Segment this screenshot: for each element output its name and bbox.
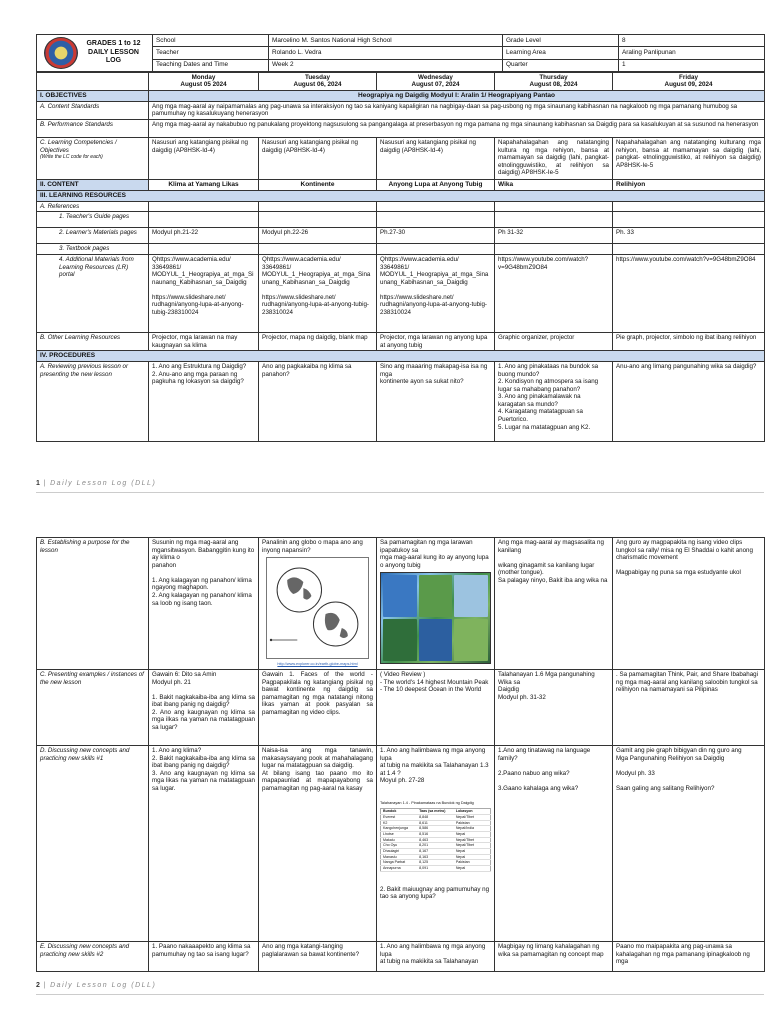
lesson-table-page2 [36, 537, 765, 972]
globe-source-link[interactable]: http://www.explorer.co.in/earth-globe-maps.html [277, 662, 358, 667]
lc-wednesday: Nasusuri ang katangiang pisikal ng daigdig (AP8HSK-Id-4) [377, 138, 495, 180]
table-row: Makalu 8,463 Nepal/Tibet [381, 837, 491, 843]
add-thursday[interactable]: https://www.youtube.com/watch?v=9G48bmZ9O84 [495, 255, 613, 333]
examples-wednesday: ( Video Review ) - The world's 14 highest Mountain Peak - The 10 deepest Ocean in the World [377, 670, 495, 746]
day-friday: Friday August 09, 2024 [613, 73, 765, 91]
lm-monday: Modyul ph.21-22 [149, 228, 259, 244]
table-row: Annapurna 8,091 Nepal [381, 866, 491, 872]
page-number-2: 2 [36, 982, 40, 989]
teacher-value: Rolando L. Vedra [269, 47, 503, 59]
discuss1-friday: Gamit ang pie graph bibigyan din ng guro ang Mga Pangunahing Relihiyon sa Daigdig Modyul ph. 33 Saan galing ang salitang Relihiyon? [613, 746, 765, 942]
review-thursday: 1. Ano ang pinakataas na bundok sa buong mundo? 2. Kondisyon ng atmospera sa isang lugar sa mahabang panahon? 3. Ano ang pinakamalawak na karagatan sa mundo? 4. Karagatang matatagpuan sa Puertorico. 5. Lugar na matatagpuan ang K2. [495, 362, 613, 442]
footer-rule-2 [36, 994, 764, 995]
other-resources-label: B. Other Learning Resources [37, 333, 149, 351]
day-thursday: Thursday August 08, 2024 [495, 73, 613, 91]
area-label: Learning Area [503, 47, 619, 59]
mountains-table-header: Bundok Taas (sa metro) Lokasyon [381, 809, 491, 815]
learning-resources-label: III. LEARNING RESOURCES [37, 190, 765, 201]
discuss2-wednesday: 1. Ano ang halimbawa ng mga anyong lupa at tubig na makikita sa Talahanayan [377, 942, 495, 972]
learning-competencies-label: C. Learning Competencies / Objectives (Write the LC code for each) [37, 138, 149, 180]
footer-page1: 1 | Daily Lesson Log (DLL) [36, 480, 157, 487]
purpose-friday: Ang guro ay magpapakita ng isang video clips tungkol sa rally/ misa ng El Shaddai o kahit anong charismatic movement Magpabigay ng puna sa mga estudyante ukol [613, 538, 765, 670]
performance-standards-label: B. Performance Standards [37, 120, 149, 138]
objectives-row [37, 91, 765, 102]
day-tuesday: Tuesday August 06, 2024 [259, 73, 377, 91]
school-value: Marcelino M. Santos National High School [269, 35, 503, 47]
lm-friday: Ph. 33 [613, 228, 765, 244]
grade-label: Grade Level [503, 35, 619, 47]
table-row: Dhaulagiri 8,167 Nepal [381, 849, 491, 855]
discuss1-thursday: 1.Ano ang tinatawag na language family? 2.Paano nabuo ang wika? 3.Gaano kahalaga ang wika? [495, 746, 613, 942]
discuss2-monday: 1. Paano nakaaapekto ang klima sa pamumuhay ng tao sa isang lugar? [149, 942, 259, 972]
discussing-2-label: E. Discussing new concepts and practicing new skills #2 [37, 942, 149, 972]
table-row: Lhotse 8,516 Nepal [381, 832, 491, 838]
footer-text-1: Daily Lesson Log (DLL) [50, 480, 157, 487]
page-number-1: 1 [36, 480, 40, 487]
presenting-examples-label: C. Presenting examples / instances of the new lesson [37, 670, 149, 746]
content-label: II. CONTENT [37, 180, 149, 191]
other-tuesday: Projector, mapa ng daigdig, blank map [259, 333, 377, 351]
discuss1-wednesday: 1. Ano ang halimbawa ng mga anyong lupa at tubig na makikita sa Talahanayan 1.3 at 1.4 ? Moyul ph. 27-28 Talahanayan 1.4 - Pinakamataas na Bundok ng Daigdig Bundok Taas (sa metro) Lokasyon Everest 8,848 Nepal/Tibet K2 8,611 Pakistan Kangchenjunga 8,586 Nepal/India Lhotse 8,516 Nepal Makalu 8,463 Nepal/Tibet Cho Oyu 8,201 Nepal/Tibet Dhaulagiri 8,167 Nepal Manaslu 8,163 Nepal Nanga Parbat 8,125 Pakistan Annapurna 8,091 Nepal 2. Bakit maiuugnay ang pamumuhay ng tao sa anyong lupa? [377, 746, 495, 942]
content-standards-label: A. Content Standards [37, 101, 149, 119]
table-row: K2 8,611 Pakistan [381, 820, 491, 826]
review-wednesday: Sino ang maaaring makapag-isa isa ng mga kontinente ayon sa sukat nito? [377, 362, 495, 442]
mountains-table [380, 808, 491, 871]
lc-friday: Napahahalagahan ang natatanging kulturang mga rehiyon, bansa at mamamayan sa daigdig (lahi, pangkat- etnolingguwistiko, at relihiyon sa daigdig) AP8HSK-Ie-5 [613, 138, 765, 180]
lm-thursday: Ph 31-32 [495, 228, 613, 244]
lc-tuesday: Nasusuri ang katangiang pisikal ng daigdig (AP8HSK-Id-4) [259, 138, 377, 180]
performance-standards-text: Ang mga mag-aaral ay nakabubuo ng panukalang proyektong nagsusulong sa pangangalaga at preserbasyon ng mga pamana ng mga sinaunang kabihasnan sa Daigdig para sa kasalukuyan at sa susunod na henerasyon [149, 120, 765, 138]
footer-text-2: Daily Lesson Log (DLL) [50, 982, 157, 989]
discuss1-monday: 1. Ano ang klima? 2. Bakit nagkakaiba-iba ang klima sa ibat ibang panig ng daigdig? 3. Ano ang kaugnayan ng klima sa mga likas na yaman na matatagpuan sa lugar. [149, 746, 259, 942]
add-monday[interactable]: Qhttps://www.academia.edu/ 33649861/ MODYUL_1_Heograpiya_at_mga_Sinaunang_Kabihasnan_sa_Daigdig https://www.slideshare.net/ rudhagni/anyong-lupa-at-anyong-tubig-238310024 [149, 255, 259, 333]
table-row: Everest 8,848 Nepal/Tibet [381, 815, 491, 821]
add-tuesday[interactable]: Qhttps://www.academia.edu/ 33649861/ MODYUL_1_Heograpiya_at_mga_Sinaunang_Kabihasnan_sa_Daigdig https://www.slideshare.net/ rudhagni/anyong-lupa-at-anyong-tubig-238310024 [259, 255, 377, 333]
table-row: Nanga Parbat 8,125 Pakistan [381, 860, 491, 866]
purpose-wednesday: Sa pamamagitan ng mga larawan ipapatukoy sa mga mag-aaral kung ito ay anyong lupa o anyong tubig [377, 538, 495, 670]
deped-seal-icon [44, 37, 78, 69]
teachers-guide-label: 1. Teacher's Guide pages [37, 212, 149, 228]
review-friday: Anu-ano ang limang pangunahing wika sa daigdig? [613, 362, 765, 442]
textbook-label: 3. Textbook pages [37, 244, 149, 255]
content-standards-text: Ang mga mag-aaral ay naipamamalas ang pag-unawa sa interaksiyon ng tao sa kaniyang kapaligiran na nagbigay-daan sa pag-usbong ng mga sinaunang kabihasnan na nagkaloob ng mga pamanang humubog sa pamumuhay ng kasalukuyang henerasyon [149, 101, 765, 119]
objectives-label: I. OBJECTIVES [37, 91, 149, 102]
examples-monday: Gawain 6: Dito sa Amin Modyul ph. 21 1. Bakit nagkakaiba-iba ang klima sa ibat ibang panig ng daigdig? 2. Ano ang kaugnayan ng klima sa mga ilkas na yaman na matatagpuan sa lugar? [149, 670, 259, 746]
content-friday: Relihiyon [613, 180, 765, 191]
reviewing-label: A. Reviewing previous lesson or presenting the new lesson [37, 362, 149, 442]
mountains-table-title: Talahanayan 1.4 - Pinakamataas na Bundok ng Daigdig [380, 800, 474, 805]
content-monday: Klima at Yamang Likas [149, 180, 259, 191]
school-label: School [153, 35, 269, 47]
teacher-label: Teacher [153, 47, 269, 59]
lc-monday: Nasusuri ang katangiang pisikal ng daigdig (AP8HSK-Id-4) [149, 138, 259, 180]
lm-tuesday: Modyul ph.22-26 [259, 228, 377, 244]
purpose-thursday: Ang mga mag-aaral ay magsasalita ng kanilang wikang ginagamit sa kanilang lugar (mother tongue). Sa palagay ninyo, Bakit iba ang wika na [495, 538, 613, 670]
discussing-1-label: D. Discussing new concepts and practicing new skills #1 [37, 746, 149, 942]
logo-line1: GRADES 1 to 12 [86, 39, 141, 47]
content-tuesday: Kontinente [259, 180, 377, 191]
examples-tuesday: Gawain 1. Faces of the world - Pagpapakilala ng katangiang pisikal ng bawat kontinente ng daigdig sa pamamagitan ng mga natatangi nitong likas yaman at pook pasyalan sa pamamagitan ng video clips. [259, 670, 377, 746]
additional-materials-label: 4. Additional Materials from Learning Resources (LR) portal [37, 255, 149, 333]
footer-page2: 2 | Daily Lesson Log (DLL) [36, 982, 157, 989]
dates-value: Week 2 [269, 59, 503, 71]
area-value: Araling Panlipunan [619, 47, 765, 59]
grade-value: 8 [619, 35, 765, 47]
header-table [36, 34, 765, 72]
objectives-title: Heograpiya ng Daigdig Modyul I: Aralin 1/ Heograpiyang Pantao [149, 91, 765, 102]
lc-thursday: Napahahalagahan ang natatanging kultura ng mga rehiyon, bansa at mamamayan sa daigdig (lahi, pangkat- etnolingguwistiko, at relihiyon sa daigdig) AP8HSK-Ie-5 [495, 138, 613, 180]
examples-thursday: Talahanayan 1.6 Mga pangunahing Wika sa Daigdig Modyul ph. 31-32 [495, 670, 613, 746]
days-header-row [37, 73, 765, 91]
lesson-table-page1 [36, 72, 765, 442]
discuss1-wednesday-question: 2. Bakit maiuugnay ang pamumuhay ng tao sa anyong lupa? [380, 885, 490, 901]
day-monday: Monday August 05 2024 [149, 73, 259, 91]
examples-friday: . Sa pamamagitan Think, Pair, and Share Ibabahagi ng mga mag-aaral ang kanilang saloobin tungkol sa relihiyon na namamayani sa Pilipinas [613, 670, 765, 746]
other-thursday: Graphic organizer, projector [495, 333, 613, 351]
table-row: Kangchenjunga 8,586 Nepal/India [381, 826, 491, 832]
day-wednesday: Wednesday August 07, 2024 [377, 73, 495, 91]
references-label: A. References [37, 201, 149, 212]
purpose-monday: Susunin ng mga mag-aaral ang mgansitwasyon. Babanggitin kung ito ay klima o panahon 1. Ang kalagayan ng panahon/ klima ngayong maghapon. 2. Ang kalagayan ng panahon/ klima sa loob ng isang taon. [149, 538, 259, 670]
review-tuesday: Ano ang pagkakaiba ng klima sa panahon? [259, 362, 377, 442]
other-wednesday: Projector, mga larawan ng anyong lupa at anyong tubig [377, 333, 495, 351]
procedures-label: IV. PROCEDURES [37, 351, 765, 362]
add-friday[interactable]: https://www.youtube.com/watch?v=9G48bmZ9O84 [613, 255, 765, 333]
other-friday: Pie graph, projector, simbolo ng ibat ibang relihiyon [613, 333, 765, 351]
quarter-label: Quarter [503, 59, 619, 71]
table-row: Cho Oyu 8,201 Nepal/Tibet [381, 843, 491, 849]
discuss2-tuesday: Ano ang mga katangi-tanging paglalarawan sa bawat kontinente? [259, 942, 377, 972]
discuss2-thursday: Magbigay ng limang kahalagahan ng wika sa pamamagitan ng concept map [495, 942, 613, 972]
dates-label: Teaching Dates and Time [153, 59, 269, 71]
content-thursday: Wika [495, 180, 613, 191]
table-row: Manaslu 8,163 Nepal [381, 854, 491, 860]
landforms-collage-image [380, 572, 491, 664]
logo-cell [37, 35, 153, 72]
content-row [37, 180, 765, 191]
footer-rule-1 [36, 492, 764, 493]
establishing-purpose-label: B. Establishing a purpose for the lesson [37, 538, 149, 670]
logo-line2: DAILY LESSON LOG [88, 48, 139, 65]
quarter-value: 1 [619, 59, 765, 71]
discuss1-tuesday: Naisa-isa ang mga tanawin, makasaysayang pook at mahahalagang lugar na matatagpuan sa daigdig. At bilang isang tao paano mo ito mapapaunlad at mapapayabong sa pamamagitan ng pag-aaral na kasay [259, 746, 377, 942]
globe-map-image [266, 557, 369, 659]
other-monday: Projector, mga larawan na may kaugnayan sa klima [149, 333, 259, 351]
discuss2-friday: Paano mo maipapakita ang pag-unawa sa kahalagahan ng mga pamanang ipinagkaloob ng mga [613, 942, 765, 972]
content-wednesday: Anyong Lupa at Anyong Tubig [377, 180, 495, 191]
add-wednesday[interactable]: Qhttps://www.academia.edu/ 33649861/ MODYUL_1_Heograpiya_at_mga_Sinaunang_Kabihasnan_sa_Daigdig https://www.slideshare.net/ rudhagni/anyong-lupa-at-anyong-tubig-238310024 [377, 255, 495, 333]
learners-materials-label: 2. Learner's Materials pages [37, 228, 149, 244]
review-monday: 1. Ano ang Estruktura ng Daigdig? 2. Anu-ano ang mga paraan ng pagkuha ng lokasyon sa daigdig? [149, 362, 259, 442]
purpose-tuesday: Panalinin ang globo o mapa ano ang inyong napansin? http://www.explorer.co.in/earth-globe-maps.html [259, 538, 377, 670]
lm-wednesday: Ph.27-30 [377, 228, 495, 244]
